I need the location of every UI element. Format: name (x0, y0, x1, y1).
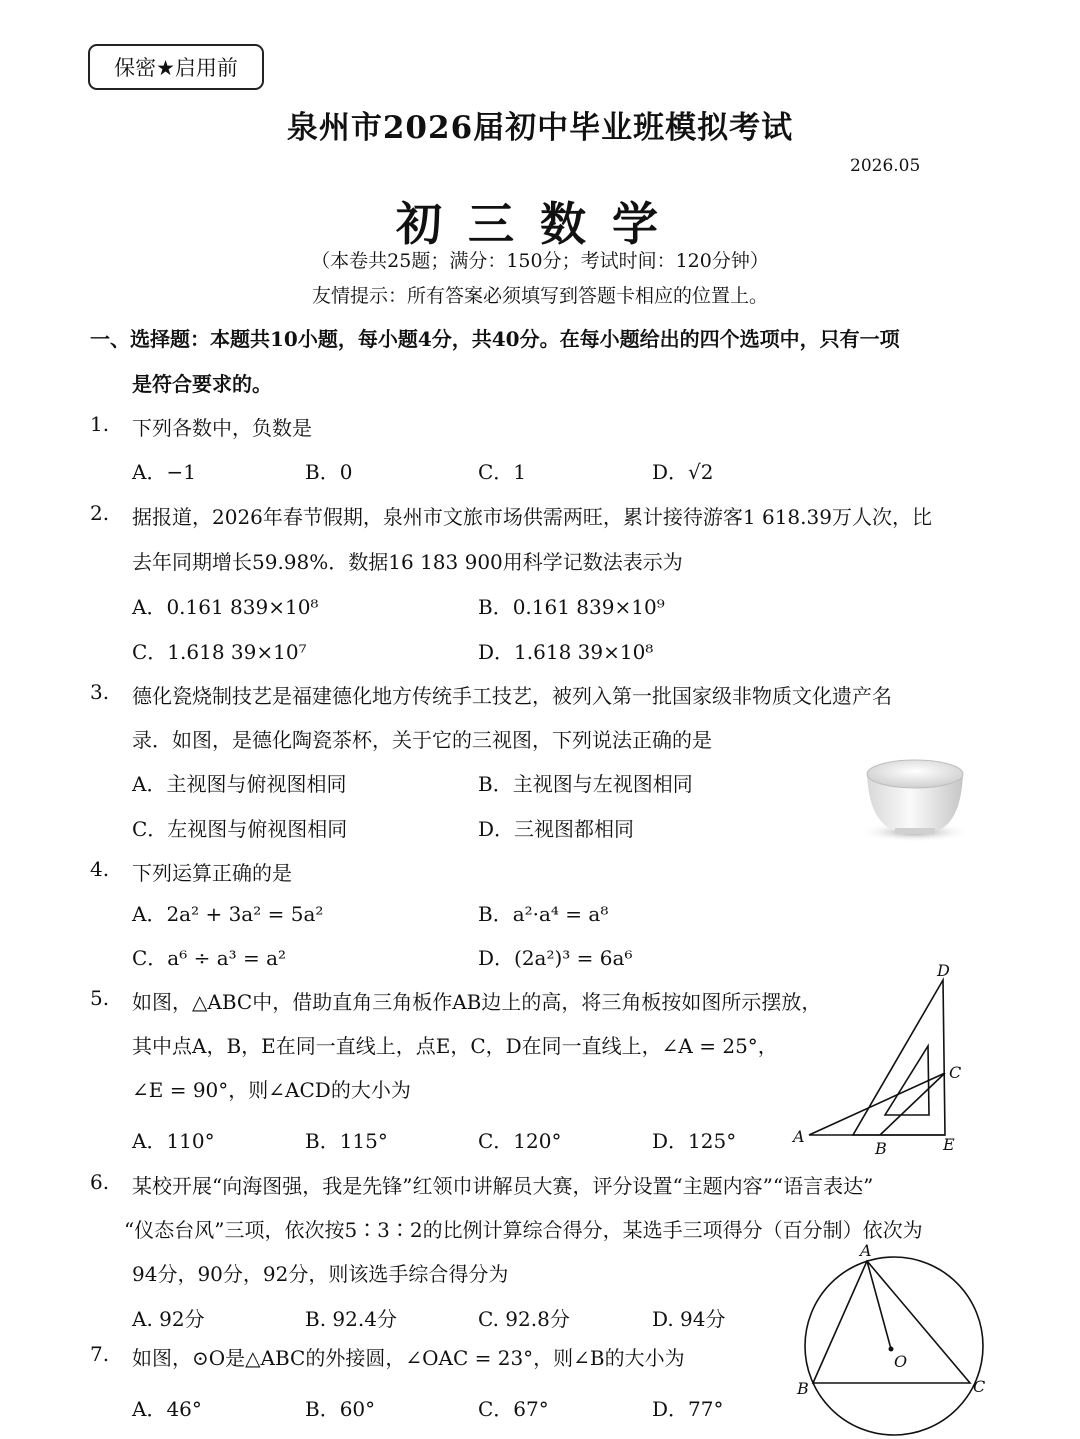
exam-tip: 友情提示：所有答案必须填写到答题卡相应的位置上。 (311, 285, 768, 307)
option-c: C．67° (478, 1397, 549, 1421)
question-text: “仪态台风”三项，依次按5∶3∶2的比例计算综合得分，某选手三项得分（百分制）依次为 (124, 1218, 923, 1242)
tea-cup-image (855, 750, 970, 842)
label-a: A (860, 1242, 872, 1260)
question-text: 如图，△ABC中，借助直角三角板作AB边上的高，将三角板按如图所示摆放， (132, 990, 822, 1014)
option-d: D. 94分 (652, 1307, 726, 1331)
exam-title: 泉州市2026届初中毕业班模拟考试 (286, 110, 794, 146)
question-number: 1. (90, 412, 110, 436)
label-o: O (894, 1352, 908, 1371)
question-number: 6. (90, 1170, 110, 1194)
option-b: B. 92.4分 (305, 1307, 397, 1331)
option-c: C．a⁶ ÷ a³ = a² (132, 946, 287, 970)
label-c: C (973, 1377, 986, 1396)
option-b: B．a²·a⁴ = a⁸ (478, 902, 609, 926)
option-b: B．0 (305, 460, 353, 484)
question-text: 其中点A，B，E在同一直线上，点E，C，D在同一直线上，∠A = 25°， (132, 1034, 778, 1058)
question-text: 去年同期增长59.98%．数据16 183 900用科学记数法表示为 (132, 550, 683, 574)
option-c: C．左视图与俯视图相同 (132, 817, 348, 841)
question-text: ∠E = 90°，则∠ACD的大小为 (132, 1078, 411, 1102)
option-a: A. 92分 (132, 1307, 205, 1331)
option-a: A．2a² + 3a² = 5a² (132, 902, 324, 926)
option-c: C．120° (478, 1129, 562, 1153)
option-a: A．−1 (132, 460, 196, 484)
label-b: B (875, 1139, 887, 1158)
option-c: C．1 (478, 460, 527, 484)
label-a: A (793, 1127, 805, 1146)
label-d: D (937, 961, 950, 980)
option-d: D．√2 (652, 460, 714, 484)
label-b: B (797, 1379, 809, 1398)
question-number: 2. (90, 501, 110, 525)
option-b: B．0.161 839×10⁹ (478, 595, 665, 619)
question-number: 7. (90, 1342, 110, 1366)
question-number: 5. (90, 986, 110, 1010)
label-c: C (949, 1063, 962, 1082)
option-b: B．主视图与左视图相同 (478, 772, 693, 796)
confidential-badge: 保密★启用前 (88, 44, 264, 90)
option-a: A．46° (132, 1397, 202, 1421)
option-d: D．77° (652, 1397, 724, 1421)
option-c: C. 92.8分 (478, 1307, 570, 1331)
option-d: D．(2a²)³ = 6a⁶ (478, 946, 633, 970)
option-a: A．主视图与俯视图相同 (132, 772, 347, 796)
question-text: 如图，⊙O是△ABC的外接圆，∠OAC = 23°，则∠B的大小为 (132, 1346, 685, 1370)
section-heading-line1: 一、选择题：本题共10小题，每小题4分，共40分。在每小题给出的四个选项中，只有一项 (90, 327, 900, 351)
question-number: 4. (90, 857, 110, 881)
question-text: 德化瓷烧制技艺是福建德化地方传统手工技艺，被列入第一批国家级非物质文化遗产名 (132, 684, 892, 708)
question-text: 据报道，2026年春节假期，泉州市文旅市场供需两旺，累计接待游客1 618.39万人次，比 (132, 505, 932, 529)
question-text: 某校开展“向海图强，我是先锋”红领巾讲解员大赛，评分设置“主题内容”“语言表达” (132, 1174, 874, 1198)
question-text: 下列运算正确的是 (132, 861, 292, 885)
question-number: 3. (90, 680, 110, 704)
exam-date: 2026.05 (850, 156, 921, 176)
label-e: E (943, 1135, 955, 1154)
triangle-figure-q5 (785, 960, 970, 1160)
section-heading-line2: 是符合要求的。 (132, 372, 272, 396)
option-d: D．125° (652, 1129, 737, 1153)
option-a: A．110° (132, 1129, 215, 1153)
subject-title: 初三数学 (396, 197, 684, 251)
question-text: 94分，90分，92分，则该选手综合得分为 (132, 1262, 509, 1286)
option-a: A．0.161 839×10⁸ (132, 595, 319, 619)
question-text: 下列各数中，负数是 (132, 416, 312, 440)
option-d: D．1.618 39×10⁸ (478, 640, 654, 664)
exam-info: （本卷共25题；满分：150分；考试时间：120分钟） (311, 250, 769, 272)
option-d: D．三视图都相同 (478, 817, 635, 841)
option-b: B．60° (305, 1397, 376, 1421)
option-b: B．115° (305, 1129, 388, 1153)
option-c: C．1.618 39×10⁷ (132, 640, 307, 664)
question-text: 录．如图，是德化陶瓷茶杯，关于它的三视图，下列说法正确的是 (132, 728, 712, 752)
circle-figure-q7 (790, 1242, 1010, 1437)
